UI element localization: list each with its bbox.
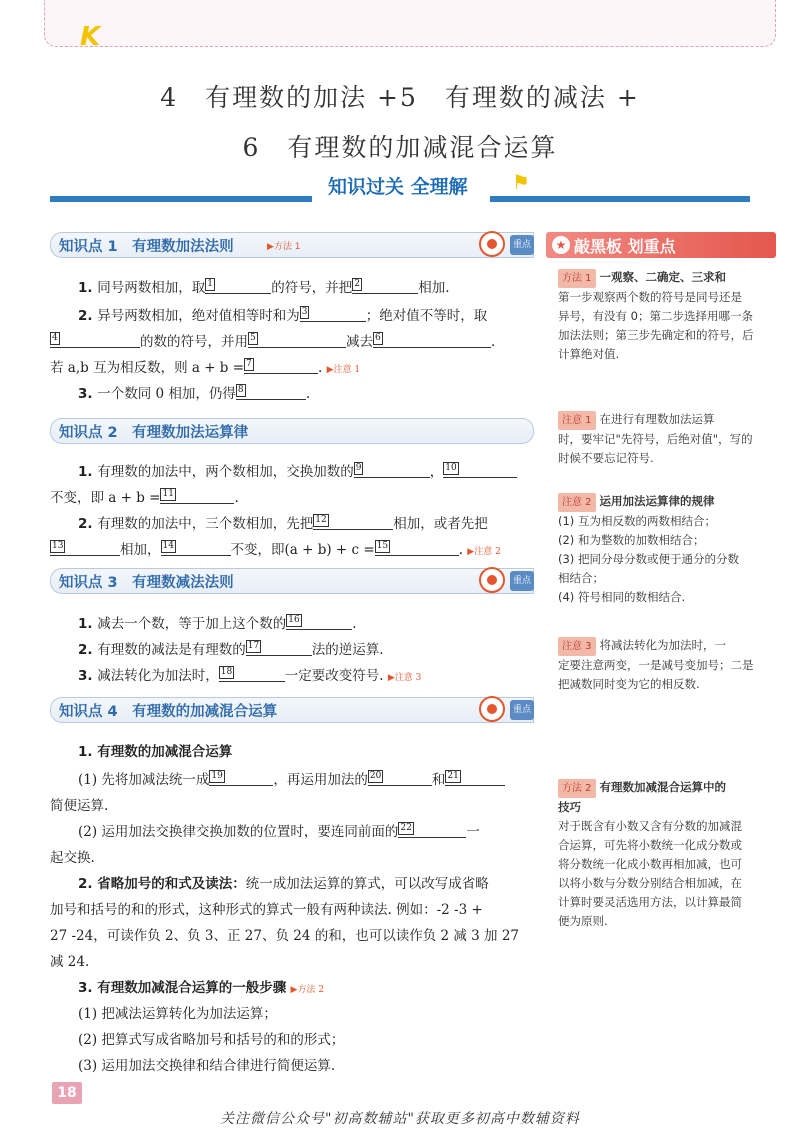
sidebar-note-3: 注意 3 将减法转化为加法时，一 定要注意两变，一是减号变加号；二是 把减数同时变为它的相反数.: [558, 638, 754, 691]
kp1-line1: 1. 同号两数相加，取 1 的符号，并把 2 相加.: [78, 279, 450, 296]
blank-21[interactable]: 21: [445, 771, 505, 786]
blank-8[interactable]: 8: [236, 385, 306, 400]
kp1-line4: 若 a,b 互为相反数，则 a + b = 7 . ▶注意 1: [50, 359, 361, 376]
kp2-line4: 13 相加， 14 不变，即(a + b) + c = 15 . ▶注意 2: [52, 541, 501, 558]
kp3-line2: 2. 有理数的减法是有理数的 17 法的逆运算.: [78, 641, 384, 658]
blank-9[interactable]: 9: [354, 463, 430, 478]
page-number: 18: [52, 1082, 82, 1104]
kp4-para3-line4: 减 24.: [50, 954, 90, 970]
kp4-step-3: (3) 运用加法交换律和结合律进行简便运算.: [78, 1058, 336, 1074]
kp2-line1: 1. 有理数的加法中，两个数相加，交换加数的 9 ， 10: [78, 460, 517, 480]
kp2-line3: 2. 有理数的加法中，三个数相加，先把 12 相加，或者先把: [78, 515, 488, 532]
blank-11[interactable]: 11: [160, 489, 234, 504]
blank-16[interactable]: 16: [286, 615, 352, 630]
blank-15[interactable]: 15: [375, 541, 459, 556]
kp3-line3: 3. 减法转化为加法时， 18 一定要改变符号. ▶注意 3: [78, 667, 422, 684]
blank-22[interactable]: 22: [398, 823, 466, 838]
kp4-para3-line3: 27 -24，可读作负 2、负 3、正 27、负 24 的和，也可以读作负 2 减 3 加 27: [50, 928, 520, 944]
sidebar-header: ★ 敲黑板 划重点: [546, 232, 776, 258]
kp1-line5: 3. 一个数同 0 相加，仍得 8 .: [78, 385, 311, 402]
header-band: [44, 0, 776, 47]
kp4-heading-2: 2. 省略加号的和式及读法：统一成加法运算的算式，可以改写成省略: [78, 876, 489, 892]
runner-icon: ⚑: [512, 170, 530, 194]
banner-text: 知识过关 全理解: [320, 172, 476, 199]
blank-3[interactable]: 3: [300, 307, 366, 322]
key-badge: 重点: [510, 235, 534, 255]
key-badge: 重点: [510, 700, 534, 720]
blank-5[interactable]: 5: [248, 333, 346, 348]
section-banner: [50, 170, 750, 210]
kp4-para1-line1: (1) 先将加减法统一成 19 ，再运用加法的 20 和 21: [78, 768, 505, 788]
kp4-para2-line1: (2) 运用加法交换律交换加数的位置时，要连同前面的 22 一: [78, 823, 480, 840]
kp2-line2: 不变，即 a + b = 11 .: [50, 489, 239, 506]
knowledge-point-3-header: 知识点 3 有理数减法法则 重点: [50, 568, 534, 594]
blank-13[interactable]: 13: [50, 541, 120, 556]
kp4-para2-line2: 起交换.: [50, 850, 95, 866]
blank-12[interactable]: 12: [313, 515, 393, 530]
blank-2[interactable]: 2: [352, 279, 418, 294]
target-icon: [479, 696, 505, 722]
target-icon: [479, 567, 505, 593]
footer-text: 关注微信公众号"初高数辅站"获取更多初高中数辅资料: [220, 1111, 580, 1127]
blank-6[interactable]: 6: [373, 333, 491, 348]
blank-18[interactable]: 18: [219, 667, 285, 682]
kp4-step-1: (1) 把减法运算转化为加法运算；: [78, 1006, 277, 1022]
kp4-para1-line2: 简便运算.: [50, 798, 109, 814]
kp4-heading-3: 3. 有理数加减混合运算的一般步骤 ▶方法 2: [78, 980, 325, 996]
blank-19[interactable]: 19: [209, 771, 273, 786]
knowledge-point-1-header: 知识点 1 有理数加法法则 ▶方法 1 重点: [50, 232, 534, 258]
blank-20[interactable]: 20: [368, 771, 432, 786]
kp4-para3-line2: 加号和括号的和的形式，这种形式的算式一般有两种读法. 例如：-2 -3 +: [50, 902, 483, 918]
page-title-line2: 6 有理数的加减混合运算: [242, 133, 558, 162]
target-icon: [479, 231, 505, 257]
blank-7[interactable]: 7: [244, 359, 318, 374]
kp4-step-2: (2) 把算式写成省略加号和括号的和的形式；: [78, 1032, 345, 1048]
sidebar-note-1: 注意 1 在进行有理数加法运算 时，要牢记"先符号，后绝对值"，写的 时候不要忘记符号.: [558, 412, 753, 465]
page-title-line1: 4 有理数的加法 +5 有理数的减法 +: [160, 83, 640, 112]
sidebar-method-2: 方法 2 有理数加减混合运算中的 技巧 对于既含有小数又含有分数的加减混 合运算，可先将小数统一化成分数或 将分数统一化成小数再相加减，也可 以将小数与分数分别结合相加减，在 计算时要灵活选用方法，以计算最简 便为原则.: [558, 780, 742, 928]
blank-17[interactable]: 17: [246, 641, 312, 656]
blank-1[interactable]: 1: [205, 279, 271, 294]
star-icon: ★: [552, 236, 570, 254]
sidebar-method-1: 方法 1 一观察、二确定、三求和 第一步观察两个数的符号是同号还是 异号，有没有 0；第二步选择用哪一条 加法法则；第三步先确定和的符号，后 计算绝对值.: [558, 270, 754, 361]
brand-logo: K: [80, 22, 101, 52]
key-badge: 重点: [510, 571, 534, 591]
blank-4[interactable]: 4: [50, 333, 140, 348]
sidebar-note-2: 注意 2 运用加法运算律的规律 (1) 互为相反数的两数相结合； (2) 和为整数的加数相结合； (3) 把同分母分数或便于通分的分数 相结合； (4) 符号相同的数相结合.: [558, 494, 739, 604]
kp4-heading-1: 1. 有理数的加减混合运算: [78, 744, 233, 760]
knowledge-point-2-header: 知识点 2 有理数加法运算律: [50, 418, 534, 444]
knowledge-point-4-header: 知识点 4 有理数的加减混合运算 重点: [50, 697, 534, 723]
blank-10[interactable]: 10: [443, 463, 517, 478]
blank-14[interactable]: 14: [161, 541, 231, 556]
kp1-line2: 2. 异号两数相加，绝对值相等时和为 3 ；绝对值不等时，取: [78, 307, 488, 324]
kp1-line3: 4 的数的符号，并用 5 减去 6 .: [52, 333, 496, 350]
kp3-line1: 1. 减去一个数，等于加上这个数的 16 .: [78, 615, 357, 632]
